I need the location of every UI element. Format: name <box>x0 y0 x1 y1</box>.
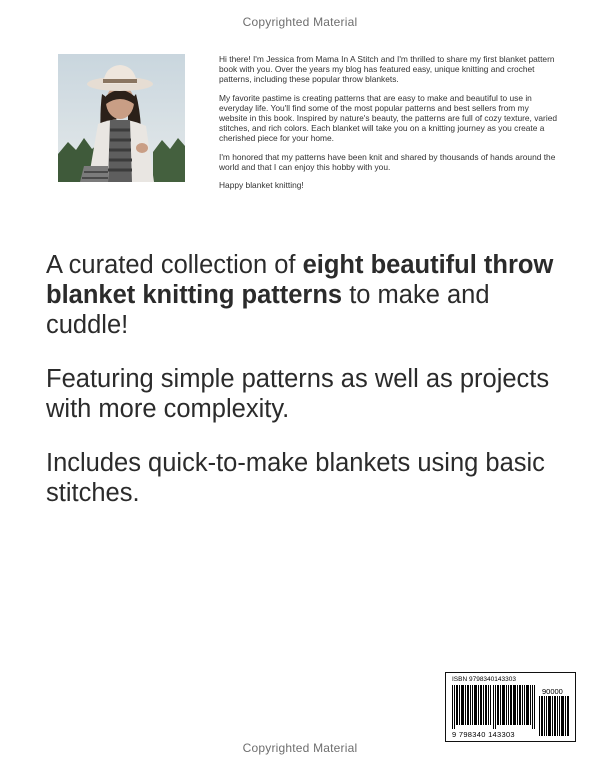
price-code: 90000 <box>542 687 563 696</box>
blurb-collection-lead: A curated collection of <box>46 251 303 279</box>
barcode-addon-bars <box>539 696 569 736</box>
barcode-bars <box>452 685 536 729</box>
blurb-collection-tail: to make and cuddle! <box>46 281 490 339</box>
bio-paragraph: My favorite pastime is creating patterns that are easy to make and beautiful to use in everyday life. You'll find some of the most popular patterns and best sellers from my website in this book. Inspired by nature's beauty, the patterns are full of cozy texture, varied stitches, and rich colors. Each blanket will take you on a knitting journey as you create a cherished piece for your home. <box>219 92 558 144</box>
isbn-label: ISBN 9798340143303 <box>452 676 516 683</box>
bio-paragraph: Hi there! I'm Jessica from Mama In A Stitch and I'm thrilled to share my first blanket pattern book with you. Over the years my blog has featured easy, unique knitting and crochet patterns, including these popular throw blankets. <box>219 54 555 85</box>
isbn-digits: 9 798340 143303 <box>452 730 515 739</box>
bio-paragraph: Happy blanket knitting! <box>219 180 304 191</box>
author-bio <box>219 54 559 198</box>
blurb-featuring: Featuring simple patterns as well as projects with more complexity. <box>46 365 550 423</box>
bio-paragraph: I'm honored that my patterns have been knit and shared by thousands of hands around the world and that I can enjoy this hobby with you. <box>219 151 556 172</box>
isbn-barcode <box>445 672 576 742</box>
blurb-includes: Includes quick-to-make blankets using basic stitches. <box>46 449 545 507</box>
blurb-collection <box>46 250 566 340</box>
blurb-collection-highlight: eight beautiful throw blanket knitting patterns <box>46 251 554 309</box>
copyright-watermark-top: Copyrighted Material <box>242 15 358 29</box>
copyright-watermark-bottom: Copyrighted Material <box>242 741 358 755</box>
author-photo <box>58 54 185 182</box>
book-blurb <box>46 250 566 532</box>
